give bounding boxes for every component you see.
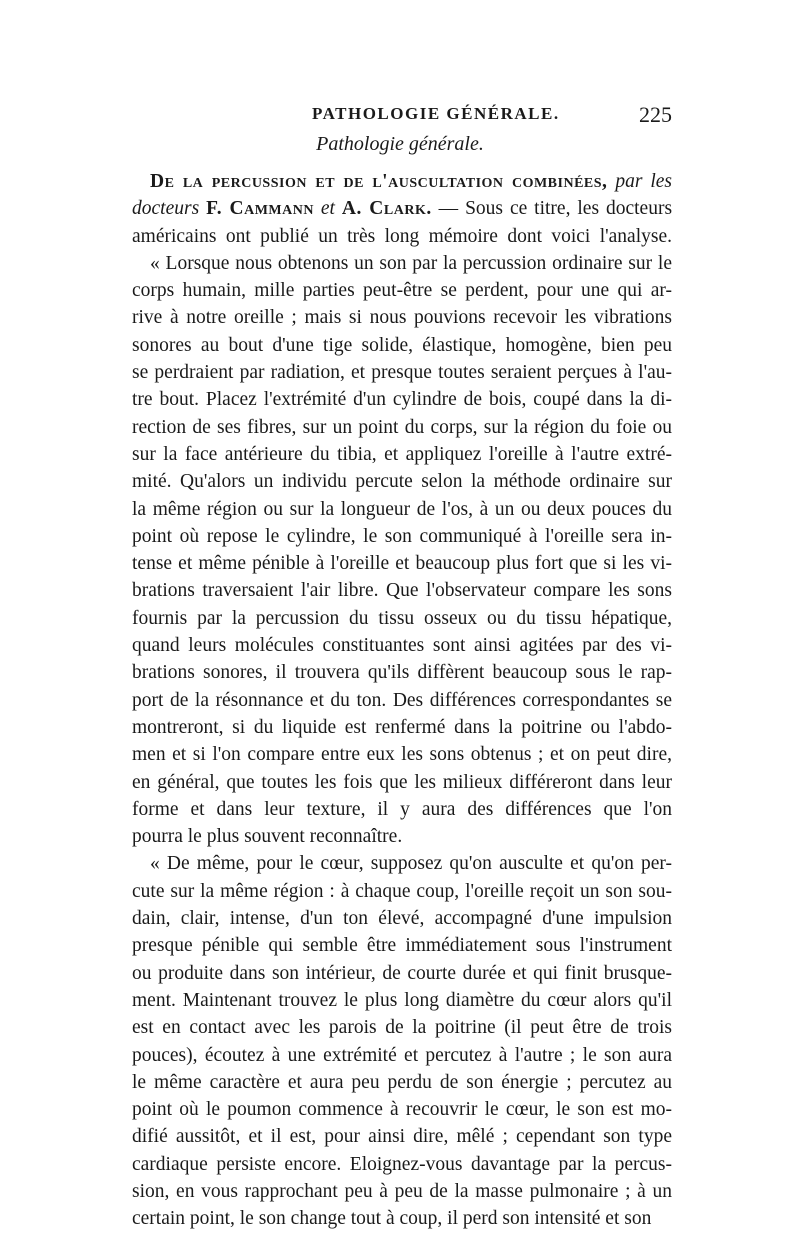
text-line: men et si l'on compare entre eux les sons obtenus ; et on peut dire, (132, 744, 672, 766)
article-body (132, 168, 672, 1233)
text-line: rive à notre oreille ; mais si nous pouvions recevoir les vibrations (132, 307, 672, 329)
text-line: brations sonores, il trouvera qu'ils diffèrent beaucoup sous le rap- (132, 662, 672, 684)
authors-et: et (320, 198, 335, 220)
page-number: 225 (639, 102, 672, 127)
section-title: Pathologie générale. (316, 133, 484, 155)
text-line: est en contact avec les parois de la poitrine (il peut être de trois (132, 1017, 672, 1039)
text-line: sur la face antérieure du tibia, et appliquez l'oreille à l'autre extré- (132, 443, 672, 465)
text-line: tre bout. Placez l'extrémité d'un cylindre de bois, coupé dans la di- (132, 389, 672, 411)
author-1: F. Cammann (206, 198, 314, 220)
text-line: port de la résonnance et du ton. Des différences correspondantes se (132, 689, 672, 711)
paragraph-lines (132, 223, 672, 1233)
text-line: montreront, si du liquide est renfermé dans la poitrine ou l'abdo- (132, 716, 672, 738)
running-title: PATHOLOGIE GÉNÉRALE. (312, 104, 560, 123)
text-line: « Lorsque nous obtenons un son par la percussion ordinaire sur le (150, 252, 672, 274)
text-line: certain point, le son change tout à coup, il perd son intensité et son (132, 1208, 652, 1230)
text-line: cute sur la même région : à chaque coup, l'oreille reçoit un son sou- (132, 880, 672, 902)
text-line: ment. Maintenant trouvez le plus long diamètre du cœur alors qu'il (132, 989, 672, 1011)
text-line: forme et dans leur texture, il y aura des différences que l'on (132, 798, 672, 820)
heading-rest: — Sous ce titre, les docteurs (438, 198, 672, 220)
text-line: presque pénible qui semble être immédiatement sous l'instrument (132, 935, 672, 957)
article-authors-line (132, 195, 672, 222)
text-line: se perdraient par radiation, et presque toutes seraient perçues à l'au- (132, 362, 672, 384)
text-line: pourra le plus souvent reconnaître. (132, 826, 403, 848)
text-line: américains ont publié un très long mémoire dont voici l'analyse. (132, 225, 672, 247)
text-line: cardiaque persiste encore. Eloignez-vous davantage par la percus- (132, 1153, 672, 1175)
article-heading-par: par les (615, 171, 672, 192)
text-line: dain, clair, intense, d'un ton élevé, accompagné d'une impulsion (132, 908, 672, 930)
text-line: point où le poumon commence à recouvrir le cœur, le son est mo- (132, 1099, 672, 1121)
text-line: brations traversaient l'air libre. Que l'observateur compare les sons (132, 580, 672, 602)
text-line: quand leurs molécules constituantes sont ainsi agitées par des vi- (132, 635, 672, 657)
text-line: sonores au bout d'une tige solide, élastique, homogène, bien peu (132, 334, 672, 356)
text-line: difié aussitôt, et il est, pour ainsi dire, mêlé ; cependant son type (132, 1126, 672, 1148)
text-line: corps humain, mille parties peut-être se perdent, pour une qui ar- (132, 280, 672, 302)
page-header (132, 104, 672, 130)
text-line: en général, que toutes les fois que les milieux différeront dans leur (132, 771, 672, 793)
text-line: tense et même pénible à l'oreille et beaucoup plus fort que si les vi- (132, 553, 672, 575)
text-line: sion, en vous rapprochant peu à peu de la masse pulmonaire ; à un (132, 1180, 672, 1202)
article-heading-line (132, 168, 672, 195)
article-heading: De la percussion et de l'auscultation combinées, (150, 171, 608, 192)
text-line: point où repose le cylindre, le son communiqué à l'oreille sera in- (132, 525, 672, 547)
text-line: fournis par la percussion du tissu osseux ou du tissu hépatique, (132, 607, 672, 629)
text-line: « De même, pour le cœur, supposez qu'on ausculte et qu'on per- (150, 853, 672, 875)
text-line: pouces), écoutez à une extrémité et percutez à l'autre ; le son aura (132, 1044, 672, 1066)
text-line: mité. Qu'alors un individu percute selon la méthode ordinaire sur (132, 471, 672, 493)
text-line: rection de ses fibres, sur un point du corps, sur la région du foie ou (132, 416, 672, 438)
text-line: ou produite dans son intérieur, de courte durée et qui finit brusque- (132, 962, 672, 984)
text-line: la même région ou sur la longueur de l'os, à un ou deux pouces du (132, 498, 672, 520)
text-line: le même caractère et aura peu perdu de son énergie ; percutez au (132, 1071, 672, 1093)
authors-prefix: docteurs (132, 198, 200, 220)
author-2: A. Clark. (341, 198, 432, 220)
